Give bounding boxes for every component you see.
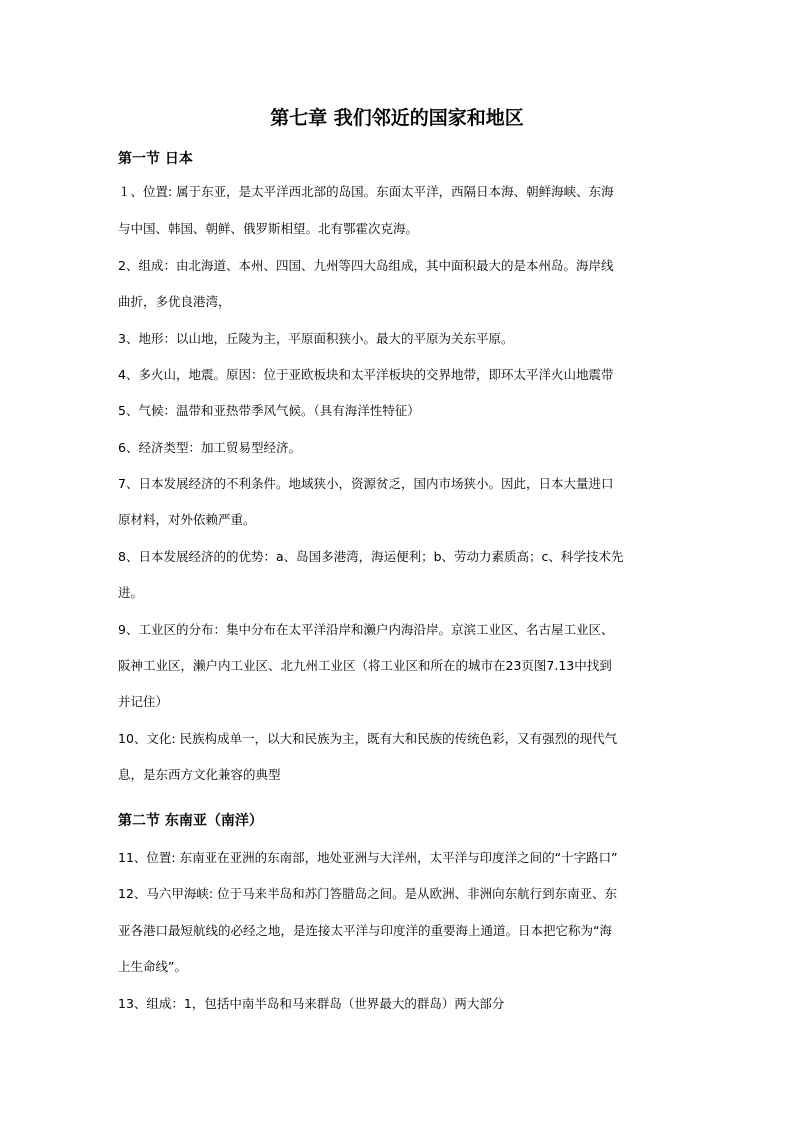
paragraph-line: 进。 [118, 585, 144, 600]
paragraph-line: 12、马六甲海峡: 位于马来半岛和苏门答腊岛之间。是从欧洲、非洲向东航行到东南亚、东 [118, 886, 618, 901]
paragraph-line: 9、工业区的分布：集中分布在太平洋沿岸和濑户内海沿岸。京滨工业区、名古屋工业区、 [118, 622, 614, 637]
paragraph-line: 8、日本发展经济的的优势：a、岛国多港湾，海运便利；b、劳动力素质高；c、科学技术先 [118, 549, 624, 564]
paragraph-line: 13、组成：1，包括中南半岛和马来群岛（世界最大的群岛）两大部分 [118, 996, 505, 1011]
paragraph-line: 上生命线”。 [118, 959, 187, 974]
paragraph-line: 原材料，对外依赖严重。 [118, 512, 256, 527]
paragraph-line: 4、多火山，地震。原因：位于亚欧板块和太平洋板块的交界地带，即环太平洋火山地震带 [118, 367, 614, 382]
paragraph-line: 亚各港口最短航线的必经之地，是连接太平洋与印度洋的重要海上通道。日本把它称为“海 [118, 923, 612, 938]
paragraph-line: 2、组成：由北海道、本州、四国、九州等四大岛组成，其中面积最大的是本州岛。海岸线 [118, 258, 614, 273]
paragraph-line: 阪神工业区，濑户内工业区、北九州工业区（将工业区和所在的城市在23页图7.13中找到 [118, 658, 612, 673]
paragraph-line: １、位置: 属于东亚，是太平洋西北部的岛国。东面太平洋，西隔日本海、朝鲜海峡、东海 [118, 184, 614, 199]
section-heading-southeast-asia: 第二节 东南亚（南洋） [118, 813, 263, 829]
paragraph-line: 3、地形：以山地，丘陵为主，平原面积狭小。最大的平原为关东平原。 [118, 331, 514, 346]
paragraph-line: 与中国、韩国、朝鲜、俄罗斯相望。北有鄂霍次克海。 [118, 221, 419, 236]
paragraph-line: 7、日本发展经济的不利条件。地域狭小，资源贫乏，国内市场狭小。因此，日本大量进口 [118, 476, 614, 491]
section-heading-japan: 第一节 日本 [118, 151, 193, 167]
paragraph-line: 息，是东西方文化兼容的典型 [118, 767, 281, 782]
paragraph-line: 曲折，多优良港湾， [118, 294, 231, 309]
chapter-title: 第七章 我们邻近的国家和地区 [270, 107, 524, 129]
paragraph-line: 并记住） [118, 694, 169, 709]
paragraph-line: 10、文化: 民族构成单一，以大和民族为主，既有大和民族的传统色彩，又有强烈的现代气 [118, 731, 618, 746]
paragraph-line: 5、气候：温带和亚热带季风气候。（具有海洋性特征） [118, 403, 420, 418]
paragraph-line: 6、经济类型：加工贸易型经济。 [118, 440, 301, 455]
paragraph-line: 11、位置: 东南亚在亚洲的东南部，地处亚洲与大洋州，太平洋与印度洋之间的“十字路口” [118, 850, 618, 865]
